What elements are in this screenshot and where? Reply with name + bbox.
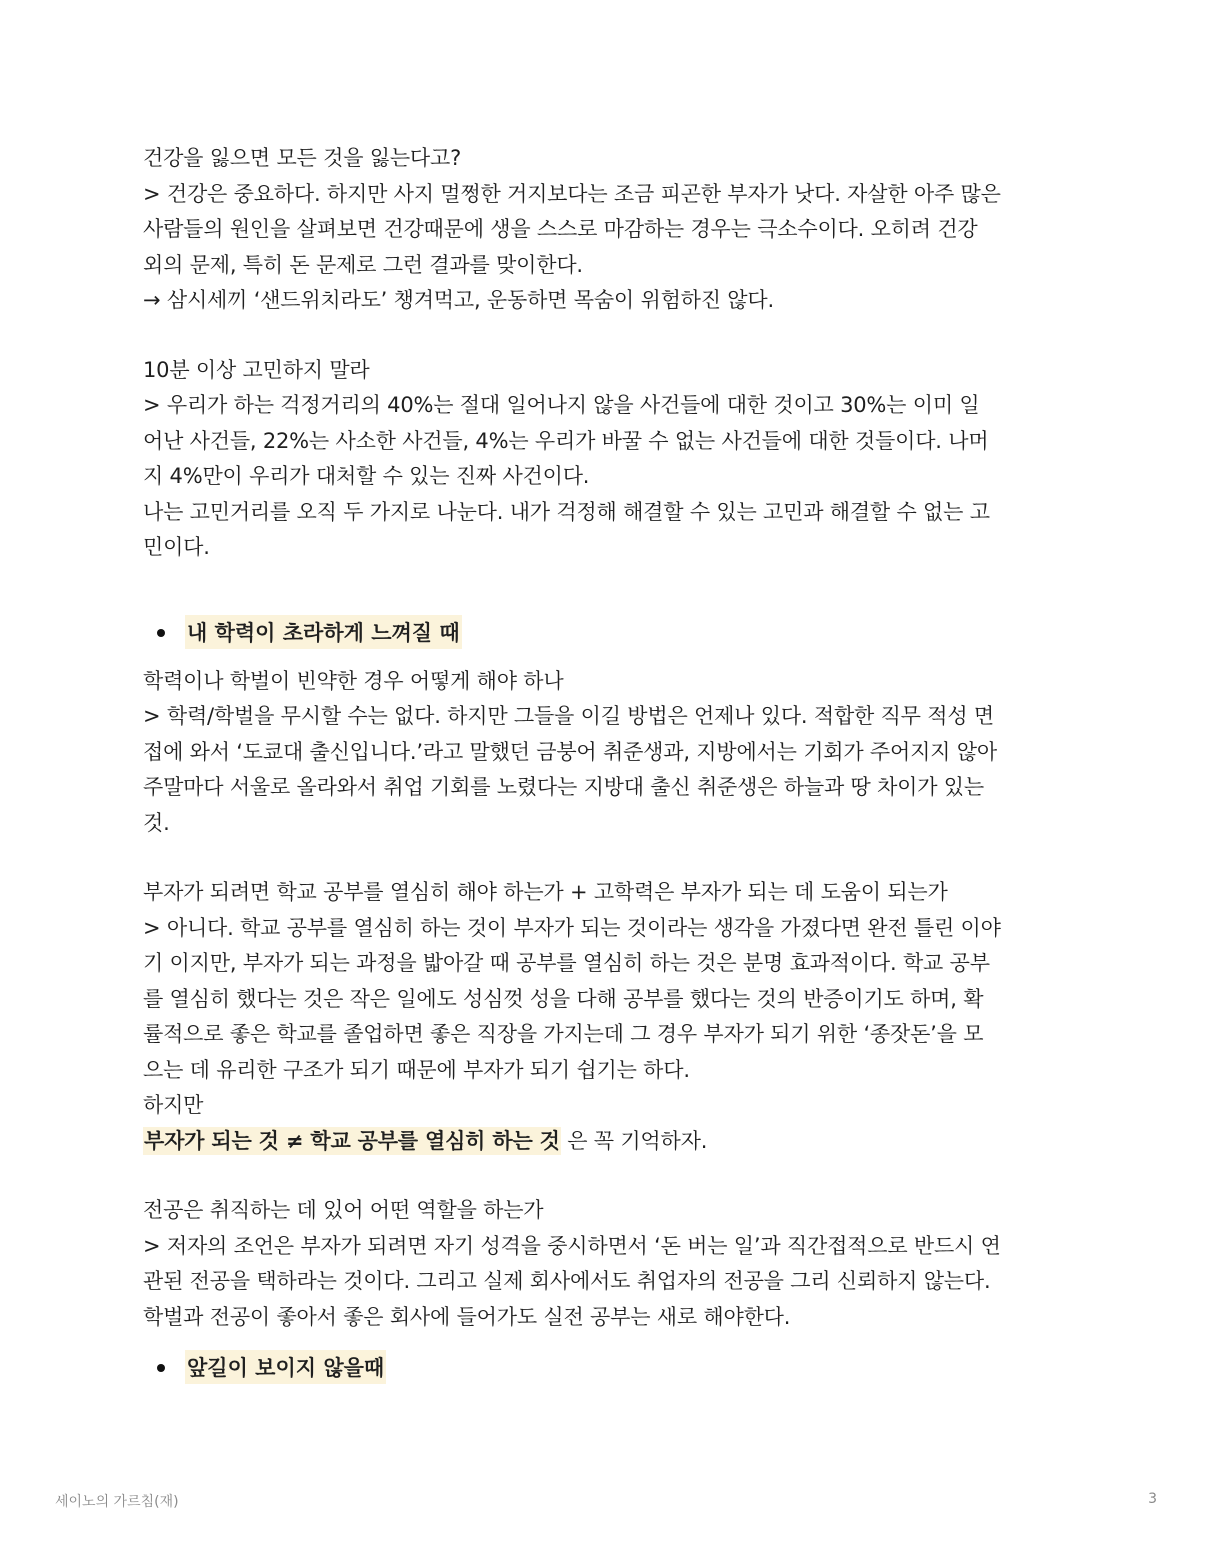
study-text-line: 하지만	[143, 1093, 204, 1117]
study-text-line: 기 이지만, 부자가 되는 과정을 밟아갈 때 공부를 열심히 하는 것은 분명 효과적이다. 학교 공부	[143, 951, 990, 975]
worry-text-line: 민이다.	[143, 535, 210, 559]
major-text-line: 학벌과 전공이 좋아서 좋은 회사에 들어가도 실전 공부는 새로 해야한다.	[143, 1304, 791, 1329]
worry-text-line: 지 4%만이 우리가 대처할 수 있는 진짜 사건이다.	[143, 464, 590, 488]
study-section	[143, 875, 1073, 1159]
education-text-line: > 학력/학벌을 무시할 수는 없다. 하지만 그들을 이길 방법은 언제나 있다. 적합한 직무 적성 면	[143, 704, 994, 728]
education-text-line: 주말마다 서울로 올라와서 취업 기회를 노렸다는 지방대 출신 취준생은 하늘과 땅 차이가 있는	[143, 775, 984, 799]
health-text-line: 사람들의 원인을 살펴보면 건강때문에 생을 스스로 마감하는 경우는 극소수이다. 오히려 건강	[143, 217, 978, 241]
health-section	[143, 141, 1073, 319]
study-highlight-suffix: 은 꼭 기억하자.	[560, 1128, 708, 1153]
study-text-line: 를 열심히 했다는 것은 작은 일에도 성심껏 성을 다해 공부를 했다는 것의 반증이기도 하며, 확	[143, 986, 984, 1011]
major-question: 전공은 취직하는 데 있어 어떤 역할을 하는가	[143, 1198, 544, 1222]
health-conclusion: → 삼시세끼 ‘샌드위치라도’ 챙겨먹고, 운동하면 목숨이 위험하진 않다.	[143, 288, 774, 312]
education-text-line: 것.	[143, 810, 170, 835]
bullet-future	[143, 1347, 1073, 1387]
footer-page-number: 3	[1148, 1491, 1157, 1507]
footer-document-title: 세이노의 가르침(재)	[55, 1494, 179, 1510]
health-text-line: > 건강은 중요하다. 하지만 사지 멀쩡한 거지보다는 조금 피곤한 부자가 낫다. 자살한 아주 많은	[143, 181, 1001, 206]
health-question: 건강을 잃으면 모든 것을 잃는다고?	[143, 146, 462, 170]
education-question: 학력이나 학벌이 빈약한 경우 어떻게 해야 하나	[143, 668, 564, 693]
major-section	[143, 1193, 1073, 1335]
bullet-education	[143, 612, 1073, 652]
study-highlight-line	[143, 1124, 1073, 1160]
study-text-line: 률적으로 좋은 학교를 졸업하면 좋은 직장을 가지는데 그 경우 부자가 되기 위한 ‘종잣돈’을 모	[143, 1022, 984, 1046]
bullet-dot-icon	[157, 629, 165, 637]
education-text-line: 접에 와서 ‘도쿄대 출신입니다.’라고 말했던 금붕어 취준생과, 지방에서는 기회가 주어지지 않아	[143, 739, 997, 764]
study-text-line: 으는 데 유리한 구조가 되기 때문에 부자가 되기 쉽기는 하다.	[143, 1057, 690, 1082]
major-text-line: 관된 전공을 택하라는 것이다. 그리고 실제 회사에서도 취업자의 전공을 그리 신뢰하지 않는다.	[143, 1269, 991, 1293]
education-section	[143, 664, 1073, 842]
worry-question: 10분 이상 고민하지 말라	[143, 357, 370, 382]
study-question: 부자가 되려면 학교 공부를 열심히 해야 하는가 + 고학력은 부자가 되는 데 도움이 되는가	[143, 880, 948, 904]
worry-section	[143, 353, 1073, 566]
worry-text-line: > 우리가 하는 걱정거리의 40%는 절대 일어나지 않을 사건들에 대한 것이고 30%는 이미 일	[143, 393, 980, 417]
bullet-dot-icon	[157, 1364, 165, 1372]
page-content	[143, 141, 1073, 1387]
health-text-line: 외의 문제, 특히 돈 문제로 그런 결과를 맞이한다.	[143, 252, 583, 277]
major-text-line: > 저자의 조언은 부자가 되려면 자기 성격을 중시하면서 ‘돈 버는 일’과 직간접적으로 반드시 연	[143, 1233, 1001, 1258]
study-text-line: > 아니다. 학교 공부를 열심히 하는 것이 부자가 되는 것이라는 생각을 가졌다면 완전 틀린 이야	[143, 915, 1001, 940]
worry-text-line: 나는 고민거리를 오직 두 가지로 나눈다. 내가 걱정해 해결할 수 있는 고민과 해결할 수 없는 고	[143, 499, 990, 524]
worry-text-line: 어난 사건들, 22%는 사소한 사건들, 4%는 우리가 바꿀 수 없는 사건들에 대한 것들이다. 나머	[143, 428, 989, 453]
bullet-education-label: 내 학력이 초라하게 느껴질 때	[185, 615, 462, 649]
bullet-future-label: 앞길이 보이지 않을때	[185, 1350, 386, 1384]
study-highlight: 부자가 되는 것 ≠ 학교 공부를 열심히 하는 것	[144, 1128, 560, 1153]
